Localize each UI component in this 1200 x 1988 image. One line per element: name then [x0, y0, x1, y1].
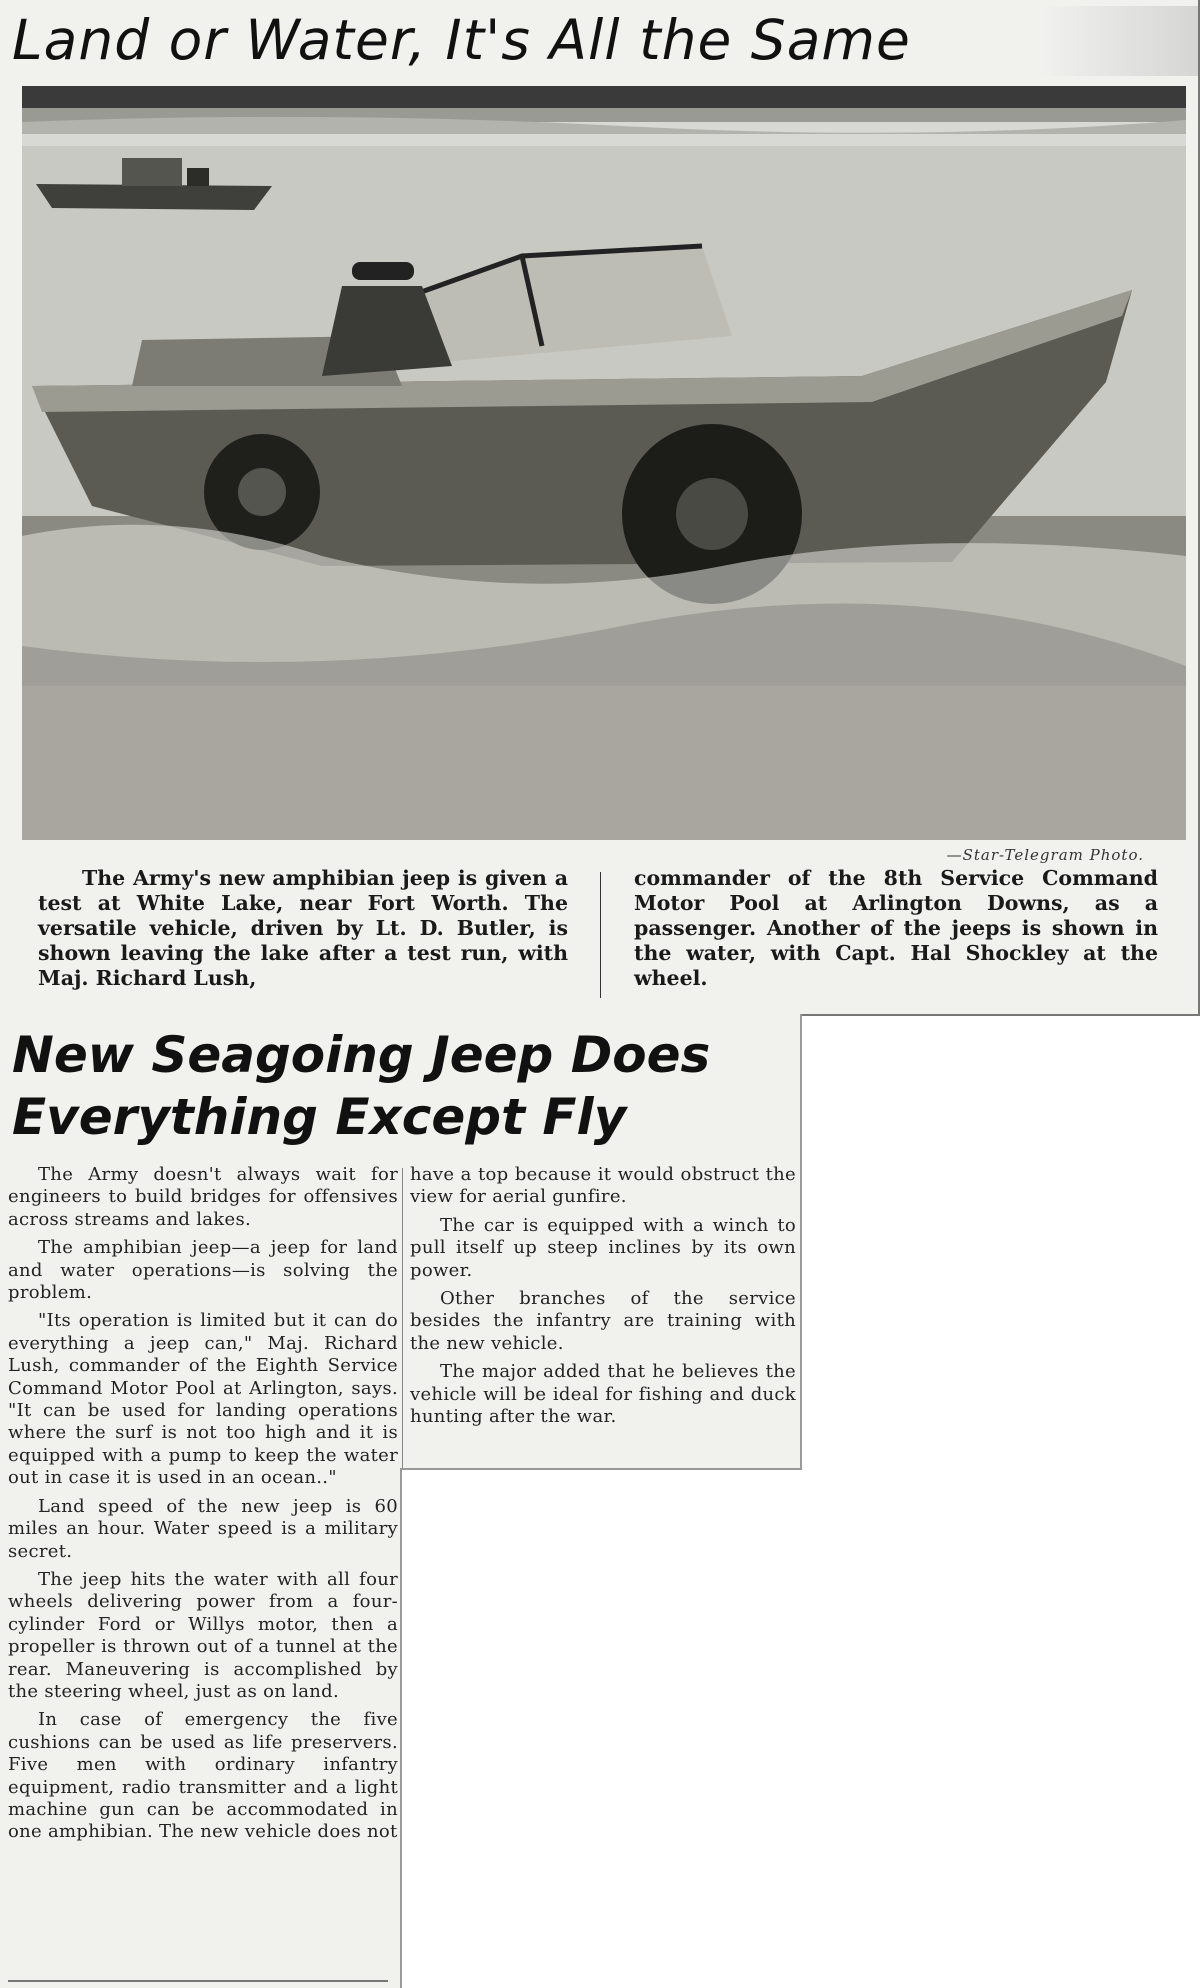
photo-caption-left: The Army's new amphibian jeep is given a test at White Lake, near Fort Worth. The versatile vehicle, driven by Lt. D. Butler, is shown leaving the lake after a test run, with Maj. Richard Lush, — [38, 866, 568, 990]
bleed-through-text — [1040, 6, 1198, 76]
photo-credit: —Star-Telegram Photo. — [946, 846, 1144, 864]
article-column-right — [410, 1164, 796, 1434]
photo-headline: Land or Water, It's All the Same — [12, 8, 911, 72]
amphibian-jeep-photo — [22, 86, 1186, 840]
article-paragraph: The jeep hits the water with all four wheels delivering power from a four-cylinder Ford or Willys motor, then a propeller is thrown out of a tunnel at the rear. Maneuvering is accomplished by the steering wheel, just as on land. — [8, 1568, 398, 1702]
photo-illustration — [22, 86, 1186, 840]
article-paragraph: The car is equipped with a winch to pull itself up steep inclines by its own power. — [410, 1214, 796, 1281]
article-paragraph: Other branches of the service besides the infantry are training with the new vehicle. — [410, 1288, 796, 1354]
column-divider — [402, 1168, 403, 1468]
caption-divider — [600, 872, 601, 998]
end-rule — [8, 1980, 388, 1982]
article-paragraph: The Army doesn't always wait for engineers to build bridges for offensives across streams and lakes. — [8, 1164, 398, 1230]
distant-boat — [36, 158, 272, 210]
article-paragraph: "Its operation is limited but it can do everything a jeep can," Maj. Richard Lush, commander of the Eighth Service Command Motor Pool at Arlington, says. "It can be used for landing operations where the surf is not too high and it is equipped with a pump to keep the water out in case it is used in an ocean.." — [8, 1310, 398, 1489]
article-paragraph: have a top because it would obstruct the view for aerial gunfire. — [410, 1164, 796, 1208]
article-paragraph: In case of emergency the five cushions can be used as life preservers. Five men with ordinary infantry equipment, radio transmitter and a light machine gun can be accommodated in one amphibian. The new vehicle does not — [8, 1709, 398, 1843]
photo-caption-right: commander of the 8th Service Command Motor Pool at Arlington Downs, as a passenger. Another of the jeeps is shown in the water, with Capt. Hal Shockley at the wheel. — [634, 866, 1158, 990]
article-paragraph: Land speed of the new jeep is 60 miles an hour. Water speed is a military secret. — [8, 1495, 398, 1562]
article-paragraph: The major added that he believes the vehicle will be ideal for fishing and duck hunting after the war. — [410, 1361, 796, 1428]
article-paragraph: The amphibian jeep—a jeep for land and water operations—is solving the problem. — [8, 1237, 398, 1304]
article-column-left — [8, 1164, 398, 1850]
article-headline: New Seagoing Jeep Does Everything Except Fly — [12, 1026, 711, 1146]
